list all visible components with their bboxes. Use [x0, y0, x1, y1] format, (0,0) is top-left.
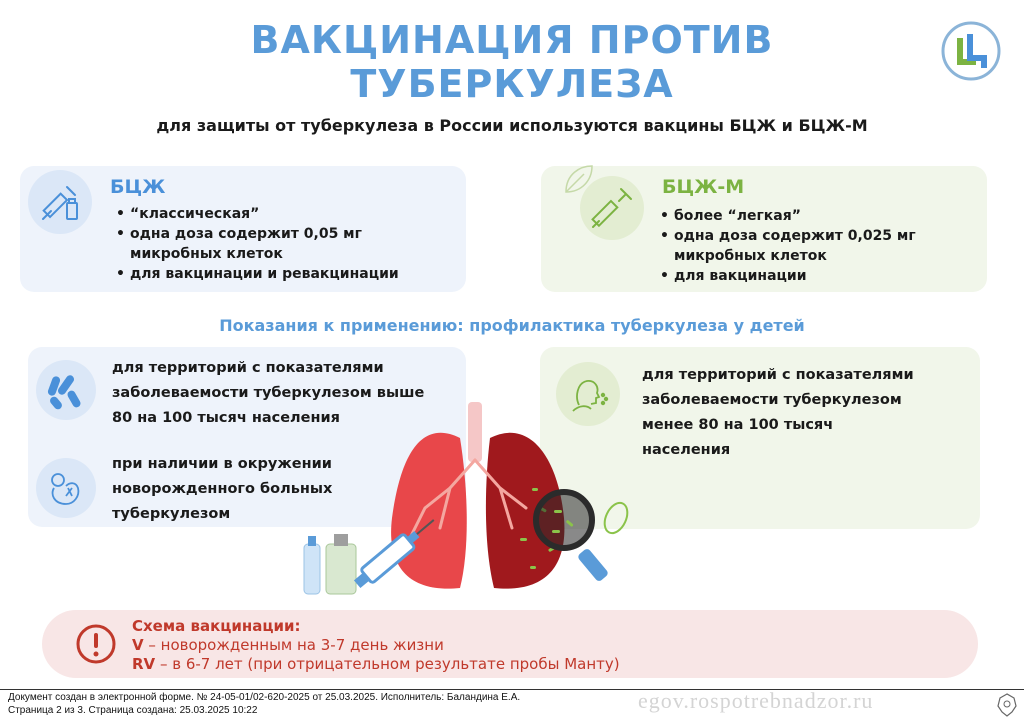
- magnifier-shape: [536, 492, 592, 548]
- text-line: заболеваемости туберкулезом: [642, 392, 902, 408]
- text-line: для территорий с показателями: [642, 367, 914, 383]
- bcgm-name: БЦЖ-М: [662, 176, 745, 198]
- bcg-name: БЦЖ: [110, 176, 166, 198]
- text-line: населения: [642, 442, 731, 458]
- emblem-icon: [996, 692, 1018, 718]
- schema-v-line: [132, 636, 444, 654]
- text-line: туберкулезом: [112, 506, 231, 522]
- list-item: [660, 226, 916, 266]
- vial-shape: [304, 544, 320, 594]
- exclamation-icon: [74, 622, 118, 666]
- center-hygiene-logo-icon: [940, 20, 1002, 82]
- bottle-shape: [326, 544, 356, 594]
- indication-right: [642, 363, 914, 463]
- list-item-cont: микробных клеток: [674, 248, 827, 264]
- left-lung-shape: [391, 433, 467, 589]
- list-item: • для вакцинации и ревакцинации: [116, 264, 399, 284]
- subtitle: для защиты от туберкулеза в России используются вакцины БЦЖ и БЦЖ-М: [156, 116, 868, 135]
- syringe-leaf-icon: [580, 176, 644, 240]
- schema-v-code: V: [132, 636, 144, 654]
- footer-line-1: Документ создан в электронной форме. № 24-05-01/02-620-2025 от 25.03.2025. Исполнитель: Баландина Е.А.: [8, 692, 521, 703]
- list-item: [116, 224, 399, 264]
- title-line-1: ВАКЦИНАЦИЯ ПРОТИВ: [250, 18, 774, 62]
- text-line: менее 80 на 100 тысяч: [642, 417, 834, 433]
- text-line: при наличии в окружении: [112, 456, 332, 472]
- syringe-vial-icon: [28, 170, 92, 234]
- list-item-cont: микробных клеток: [130, 246, 283, 262]
- lungs-illustration: [300, 398, 650, 598]
- list-item-text: одна доза содержит 0,025 мг: [674, 228, 916, 244]
- lung-infant-icon: [36, 458, 96, 518]
- schema-v-text: – новорожденным на 3-7 день жизни: [143, 636, 444, 654]
- bacteria-icon: [36, 360, 96, 420]
- schema-rv-line: [132, 655, 620, 673]
- list-item-text: одна доза содержит 0,05 мг: [130, 226, 362, 242]
- list-item: • для вакцинации: [660, 266, 916, 286]
- schema-rv-text: – в 6-7 лет (при отрицательном результате пробы Манту): [155, 655, 620, 673]
- text-line: новорожденного больных: [112, 481, 333, 497]
- text-line: 80 на 100 тысяч населения: [112, 410, 340, 426]
- indications-title: Показания к применению: профилактика туберкулеза у детей: [219, 316, 805, 335]
- bcgm-list: [660, 206, 916, 286]
- bcg-list: [116, 204, 399, 284]
- list-item: • более “легкая”: [660, 206, 916, 226]
- text-line: заболеваемости туберкулезом выше: [112, 385, 425, 401]
- footer-line-2: Страница 2 из 3. Страница создана: 25.03.2025 10:22: [8, 705, 258, 716]
- title-line-2: ТУБЕРКУЛЕЗА: [350, 62, 674, 106]
- schema-title: Схема вакцинации:: [132, 617, 301, 635]
- trachea-shape: [468, 402, 482, 462]
- page-title: [0, 18, 1024, 106]
- watermark: egov.rospotrebnadzor.ru: [638, 688, 874, 713]
- list-item: • “классическая”: [116, 204, 399, 224]
- text-line: для территорий с показателями: [112, 360, 384, 376]
- schema-rv-code: RV: [132, 655, 156, 673]
- magnifier-handle: [577, 547, 610, 582]
